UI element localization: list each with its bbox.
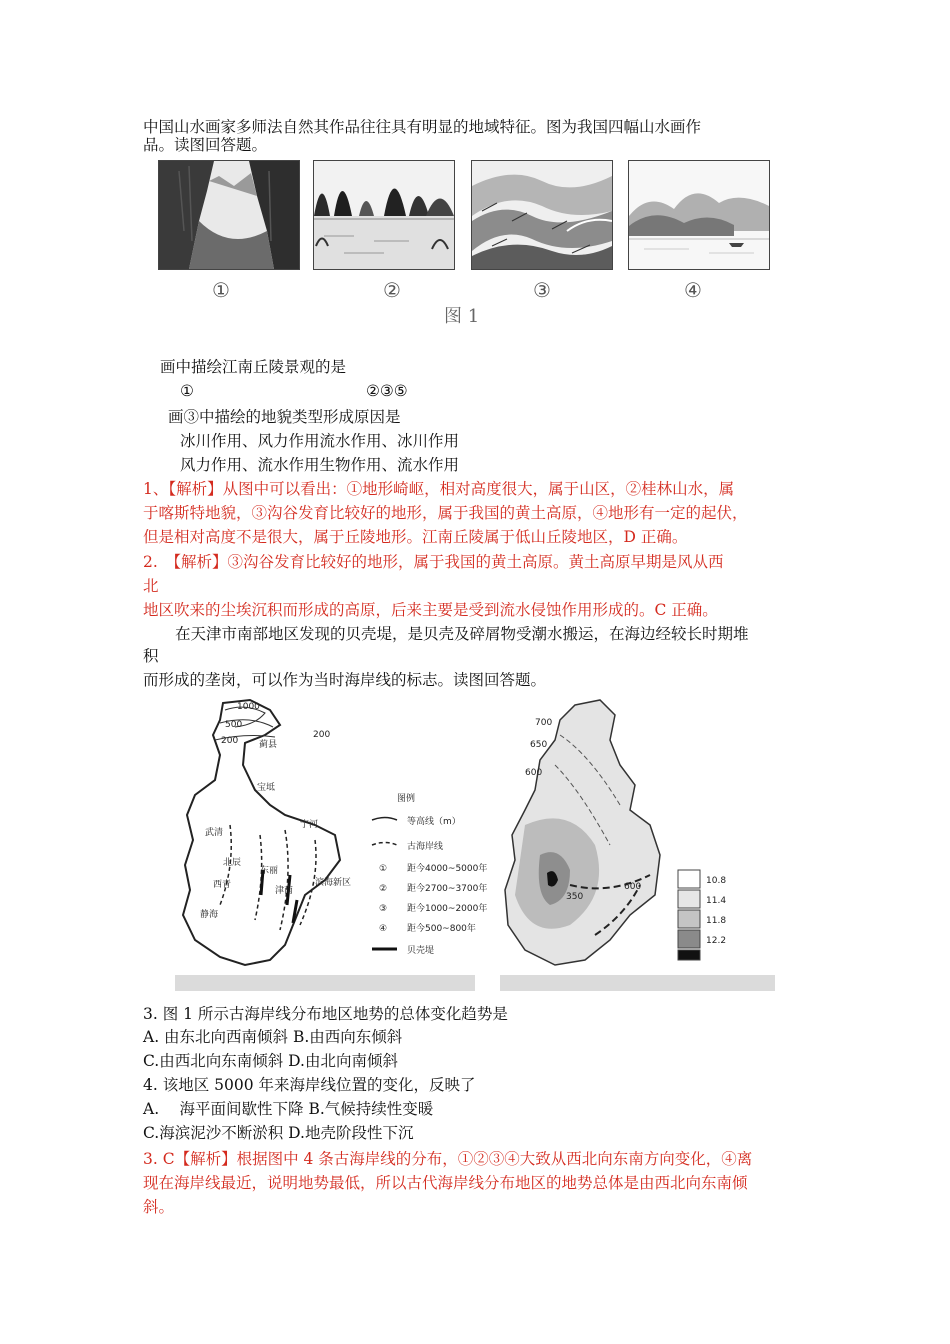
painting-1-gorge (158, 160, 300, 270)
q4-options-ab: A. 海平面间歇性下降 B.气候持续性变暖 (143, 1100, 434, 1118)
answer-3-line-1: 3. C【解析】根据图中 4 条古海岸线的分布，①②③④大致从西北向东南方向变化，④离 (143, 1150, 753, 1168)
map2-contour-600-right: 600 (624, 882, 642, 892)
map1-place-beichen: 北辰 (223, 858, 242, 868)
answer-2-line-3: 地区吹来的尘埃沉积而形成的高原，后来主要是受到流水侵蚀作用形成的。C 正确。 (143, 601, 718, 619)
q3-options-cd: C.由西北向东南倾斜 D.由北向南倾斜 (143, 1052, 398, 1070)
map1-contour-500: 500 (225, 720, 243, 730)
map1-place-wuqing: 武清 (205, 828, 224, 838)
q1-option-b: ②③⑤ (366, 382, 408, 400)
map1-place-baodi: 宝坻 (257, 783, 276, 793)
map1-place-dongli: 东丽 (260, 866, 279, 876)
map2-legend-12-2: 12.2 (706, 936, 727, 946)
q4-stem: 4. 该地区 5000 年来海岸线位置的变化，反映了 (143, 1076, 476, 1094)
painting-label-1: ① (212, 278, 230, 302)
map1-legend-period-2: 距今2700~3700年 (407, 884, 488, 894)
map1-place-jixian: 蓟县 (259, 740, 278, 750)
map2-contour-650: 650 (530, 740, 548, 750)
map1-legend-title: 图例 (397, 794, 416, 804)
q3-options-ab: A. 由东北向西南倾斜 B.由西向东倾斜 (143, 1028, 403, 1046)
map2-legend-11-4: 11.4 (706, 896, 727, 906)
q1-stem: 画中描绘江南丘陵景观的是 (160, 358, 347, 376)
painting-2-karst (313, 160, 455, 270)
map1-legend-period-4: 距今500~800年 (407, 924, 476, 934)
figure-1-caption: 图 1 (444, 306, 480, 327)
answer-1-line-2: 于喀斯特地貌，③沟谷发育比较好的地形，属于我国的黄土高原，④地形有一定的起伏， (143, 504, 748, 522)
painting-4-hills (628, 160, 770, 270)
map1-place-jinnan: 津南 (275, 886, 294, 896)
passage-2-line-3: 而形成的垄岗，可以作为当时海岸线的标志。读图回答题。 (143, 671, 547, 689)
map1-legend-contour: 等高线（m） (407, 817, 461, 827)
painting-label-3: ③ (533, 278, 551, 302)
painting-label-2: ② (383, 278, 401, 302)
q2-options-2: 风力作用、流水作用生物作用、流水作用 (180, 456, 460, 474)
map1-place-jinghai: 静海 (200, 910, 219, 920)
map2-contour-600-left: 600 (525, 768, 543, 778)
passage-2-line-1: 在天津市南部地区发现的贝壳堤，是贝壳及碎屑物受潮水搬运，在海边经较长时期堆 (175, 625, 749, 643)
answer-2-line-2: 北 (143, 577, 159, 595)
map1-place-ninghe: 宁河 (300, 820, 319, 830)
map2-contour-700: 700 (535, 718, 553, 728)
answer-3-line-3: 斜。 (143, 1198, 175, 1216)
map1-legend-shell-ridge: 贝壳堤 (407, 946, 435, 956)
answer-3-line-2: 现在海岸线最近，说明地势最低，所以古代海岸线分布地区的地势总体是由西北向东南倾 (143, 1174, 748, 1192)
map1-contour-1000: 1000 (237, 702, 260, 712)
q1-option-a: ① (180, 382, 194, 400)
intro-line-1: 中国山水画家多师法自然其作品往往具有明显的地域特征。图为我国四幅山水画作 (143, 118, 702, 136)
q2-stem: 画③中描绘的地貌类型形成原因是 (168, 408, 401, 426)
painting-3-loess (471, 160, 613, 270)
intro-line-2: 品。读图回答题。 (143, 136, 268, 154)
map2-contour-350: 350 (566, 892, 584, 902)
q4-options-cd: C.海滨泥沙不断淤积 D.地壳阶段性下沉 (143, 1124, 414, 1142)
map1-legend-period-1: 距今4000~5000年 (407, 864, 488, 874)
map1-legend-period-3: 距今1000~2000年 (407, 904, 488, 914)
painting-label-4: ④ (684, 278, 702, 302)
map1-legend-coastline: 古海岸线 (407, 842, 444, 852)
map1-legend-num-1: ① (379, 864, 388, 874)
answer-1-line-1: 1、【解析】从图中可以看出：①地形崎岖，相对高度很大，属于山区，②桂林山水，属 (143, 480, 735, 498)
q3-stem: 3. 图 1 所示古海岸线分布地区地势的总体变化趋势是 (143, 1005, 508, 1023)
map-ancient-coastline (175, 695, 495, 995)
q2-options-1: 冰川作用、风力作用流水作用、冰川作用 (180, 432, 460, 450)
passage-2-line-2: 积 (143, 647, 159, 665)
map2-legend-10-8: 10.8 (706, 876, 727, 886)
map1-place-binhai: 滨海新区 (315, 878, 352, 888)
map1-contour-200-left: 200 (221, 736, 239, 746)
answer-2-line-1: 2. 【解析】③沟谷发育比较好的地形，属于我国的黄土高原。黄土高原早期是风从西 (143, 553, 724, 571)
map2-legend-11-8: 11.8 (706, 916, 727, 926)
map-shaded-relief (500, 695, 780, 995)
map1-contour-200-right: 200 (313, 730, 331, 740)
map1-legend-num-4: ④ (379, 924, 388, 934)
map1-place-xiqing: 西青 (213, 880, 232, 890)
map1-legend-num-2: ② (379, 884, 388, 894)
answer-1-line-3: 但是相对高度不是很大，属于丘陵地形。江南丘陵属于低山丘陵地区，D 正确。 (143, 528, 688, 546)
map1-legend-num-3: ③ (379, 904, 388, 914)
